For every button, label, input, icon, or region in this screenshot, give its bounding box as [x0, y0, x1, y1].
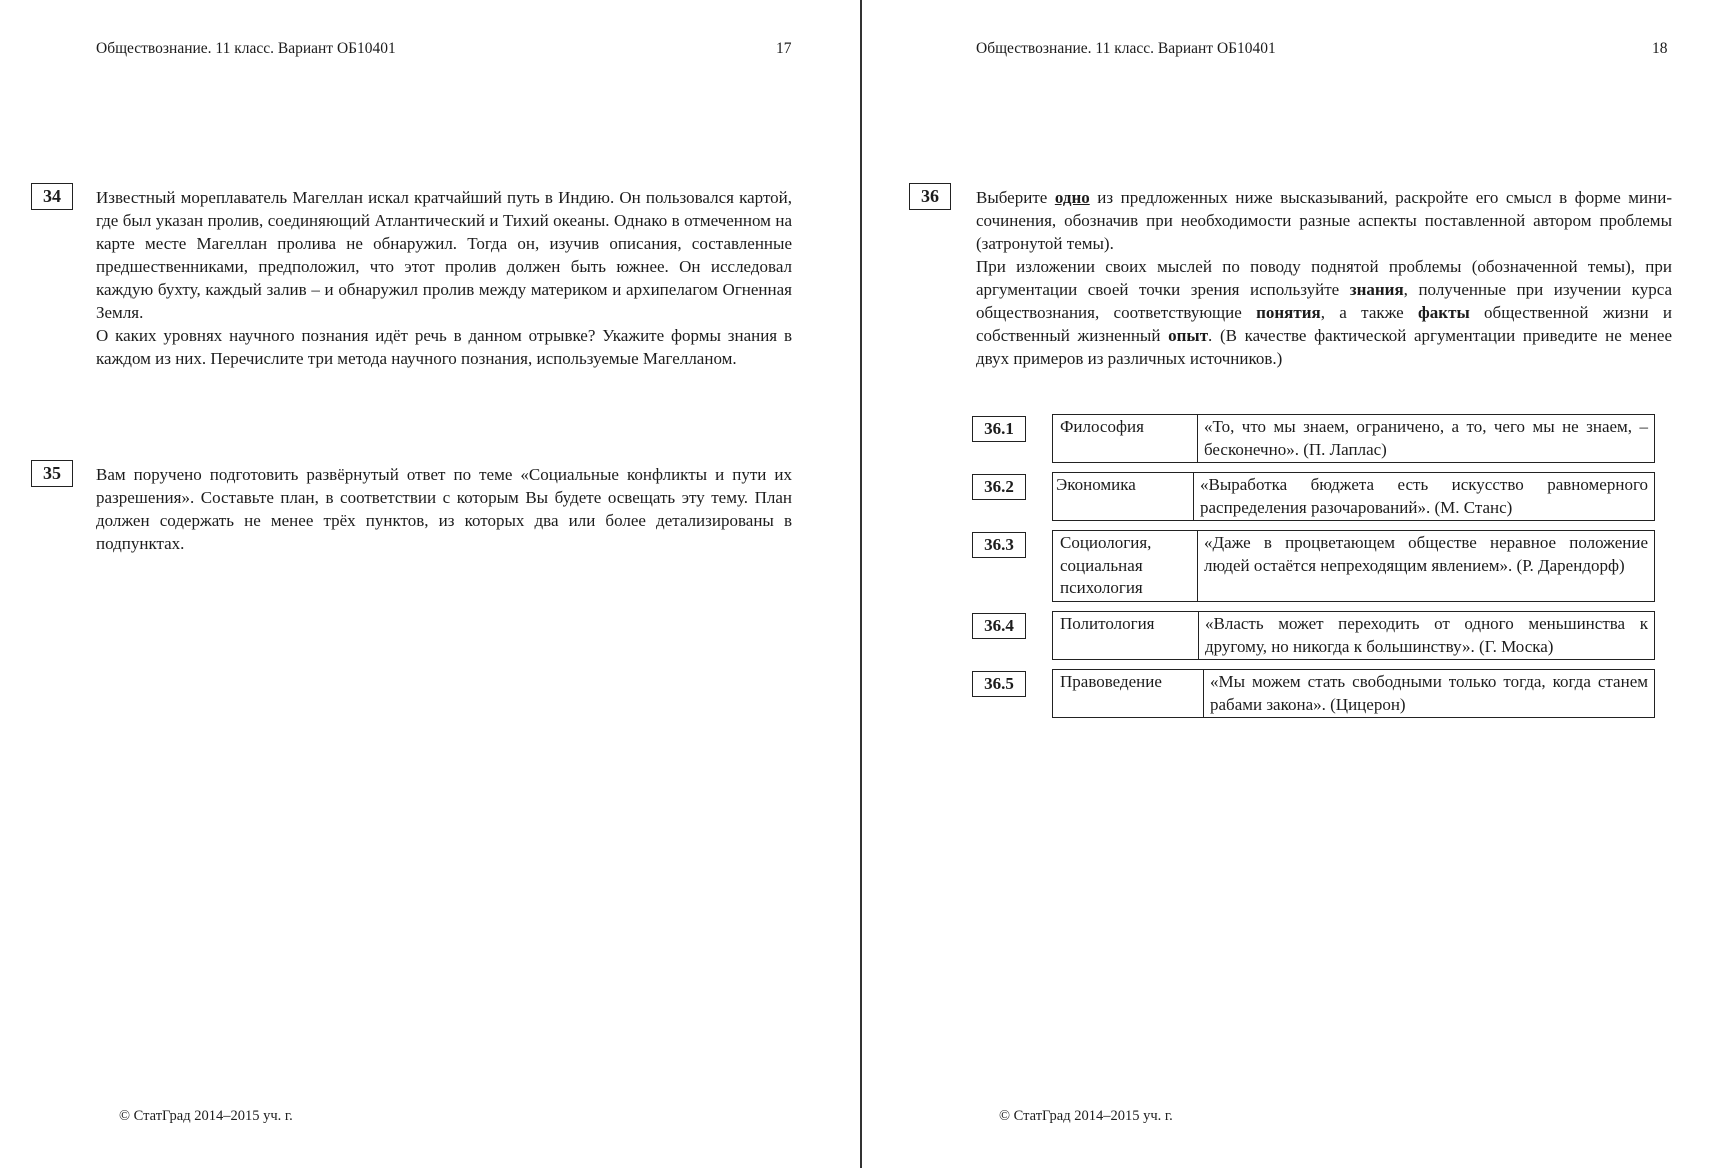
option-box — [1052, 472, 1655, 521]
option-number: 36.2 — [972, 474, 1026, 500]
question-number-35: 35 — [31, 460, 73, 487]
option-quote: «Власть может переходить от одного меньшинства к другому, но никогда к большинству». (Г. Моска) — [1205, 614, 1648, 656]
option-box — [1052, 530, 1655, 602]
option-subject: Философия — [1053, 415, 1198, 462]
header-title: Обществознание. 11 класс. Вариант ОБ10401 — [96, 40, 396, 57]
question-34-text — [96, 186, 792, 370]
question-34-paragraph-1: Известный мореплаватель Магеллан искал кратчайший путь в Индию. Он пользовался картой, где был указан пролив, соединяющий Атлантический и Тихий океаны. Однако в отмеченном на карте месте Магеллан пролива не обнаружил. Тогда он, изучив описания, составленные предшественниками, предположил, что этот пролив должен быть южнее. Он исследовал каждую бухту, каждый залив – и обнаружил пролив между материком и архипелагом Огненная Земля. — [96, 188, 792, 322]
question-36-text — [976, 186, 1672, 370]
page-number: 17 — [776, 40, 792, 57]
option-number: 36.4 — [972, 613, 1026, 639]
emphasis-one: одно — [1054, 188, 1090, 207]
option-quote: «То, что мы знаем, ограничено, а то, чего мы не знаем, – бесконечно». (П. Лаплас) — [1204, 417, 1648, 459]
question-35-paragraph: Вам поручено подготовить развёрнутый ответ по теме «Социальные конфликты и пути их разрешения». Составьте план, в соответствии с которым Вы будете освещать эту тему. План должен содержать не менее трёх пунктов, из которых два или более детализированы в подпунктах. — [96, 465, 792, 553]
option-quote: «Даже в процветающем обществе неравное положение людей остаётся непреходящим явлением». (Р. Дарендорф) — [1204, 533, 1648, 575]
question-35-text — [96, 463, 792, 555]
question-36-paragraph-1: Выберите одно из предложенных ниже высказываний, раскройте его смысл в форме мини-сочинения, обозначив при необходимости разные аспекты поставленной автором проблемы (затронутой темы). — [976, 188, 1672, 253]
header-title: Обществознание. 11 класс. Вариант ОБ10401 — [976, 40, 1276, 57]
question-34-paragraph-2: О каких уровнях научного познания идёт речь в данном отрывке? Укажите формы знания в каждом из них. Перечислите три метода научного познания, используемые Магелланом. — [96, 326, 792, 368]
option-box — [1052, 611, 1655, 660]
footer-copyright: © СтатГрад 2014–2015 уч. г. — [999, 1108, 1173, 1124]
emphasis-concepts: понятия — [1256, 303, 1321, 322]
option-number: 36.1 — [972, 416, 1026, 442]
emphasis-experience: опыт — [1168, 326, 1209, 345]
option-subject: Политология — [1053, 612, 1199, 659]
question-number-36: 36 — [909, 183, 951, 210]
option-subject: Экономика — [1053, 473, 1194, 520]
question-number-34: 34 — [31, 183, 73, 210]
option-subject: Социология, социальная психология — [1053, 531, 1198, 601]
footer-copyright: © СтатГрад 2014–2015 уч. г. — [119, 1108, 293, 1124]
question-36-paragraph-2: При изложении своих мыслей по поводу поднятой проблемы (обозначенной темы), при аргументации своей точки зрения используйте знания, полученные при изучении курса обществознания, соответствующие понятия, а также факты общественной жизни и собственный жизненный опыт. (В качестве фактической аргументации приведите не менее двух примеров из различных источников.) — [976, 257, 1672, 368]
option-subject: Правоведение — [1053, 670, 1204, 717]
right-page — [862, 0, 1718, 1168]
option-number: 36.5 — [972, 671, 1026, 697]
option-quote: «Выработка бюджета есть искусство равномерного распределения разочарований». (М. Станс) — [1200, 475, 1648, 517]
option-number: 36.3 — [972, 532, 1026, 558]
option-quote: «Мы можем стать свободными только тогда, когда станем рабами закона». (Цицерон) — [1210, 672, 1648, 714]
page-number: 18 — [1652, 40, 1668, 57]
option-box — [1052, 669, 1655, 718]
emphasis-facts: факты — [1418, 303, 1470, 322]
emphasis-knowledge: знания — [1349, 280, 1404, 299]
option-box — [1052, 414, 1655, 463]
